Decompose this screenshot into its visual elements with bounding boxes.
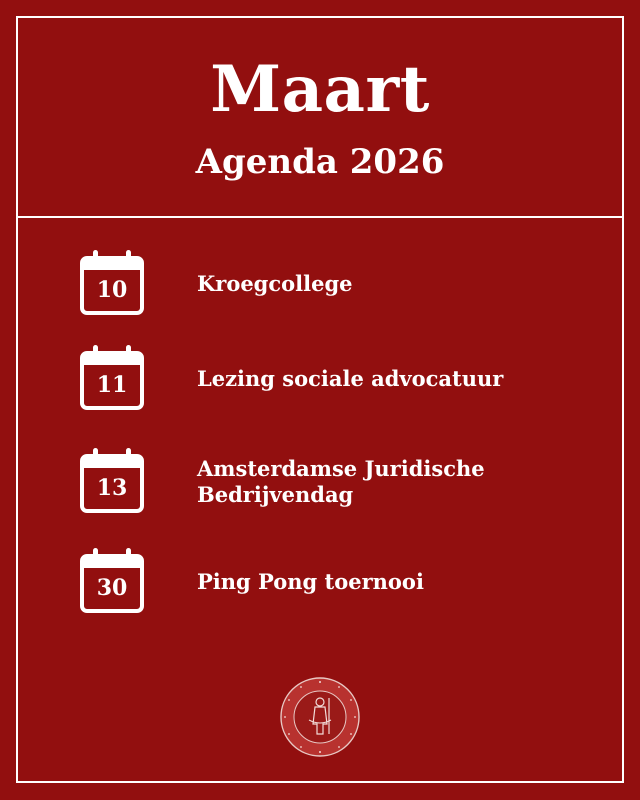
event-day: 10 bbox=[96, 277, 128, 303]
event-title: Ping Pong toernooi bbox=[197, 569, 424, 594]
event-title: Amsterdamse Juridische Bedrijvendag bbox=[197, 456, 485, 507]
header-divider bbox=[16, 216, 624, 218]
calendar-icon bbox=[80, 548, 144, 614]
event-day: 13 bbox=[96, 475, 128, 501]
event-day: 30 bbox=[96, 575, 128, 601]
month-title: Maart bbox=[210, 52, 430, 127]
event-item bbox=[80, 548, 600, 616]
jfas-seal-logo bbox=[279, 676, 361, 758]
calendar-icon bbox=[80, 250, 144, 316]
event-item bbox=[80, 345, 600, 413]
calendar-icon bbox=[80, 448, 144, 514]
event-title: Lezing sociale advocatuur bbox=[197, 366, 504, 391]
event-title: Kroegcollege bbox=[197, 271, 353, 296]
event-item bbox=[80, 448, 600, 516]
event-day: 11 bbox=[96, 372, 128, 398]
calendar-icon bbox=[80, 345, 144, 411]
event-item bbox=[80, 250, 600, 318]
agenda-subtitle: Agenda 2026 bbox=[195, 142, 445, 182]
